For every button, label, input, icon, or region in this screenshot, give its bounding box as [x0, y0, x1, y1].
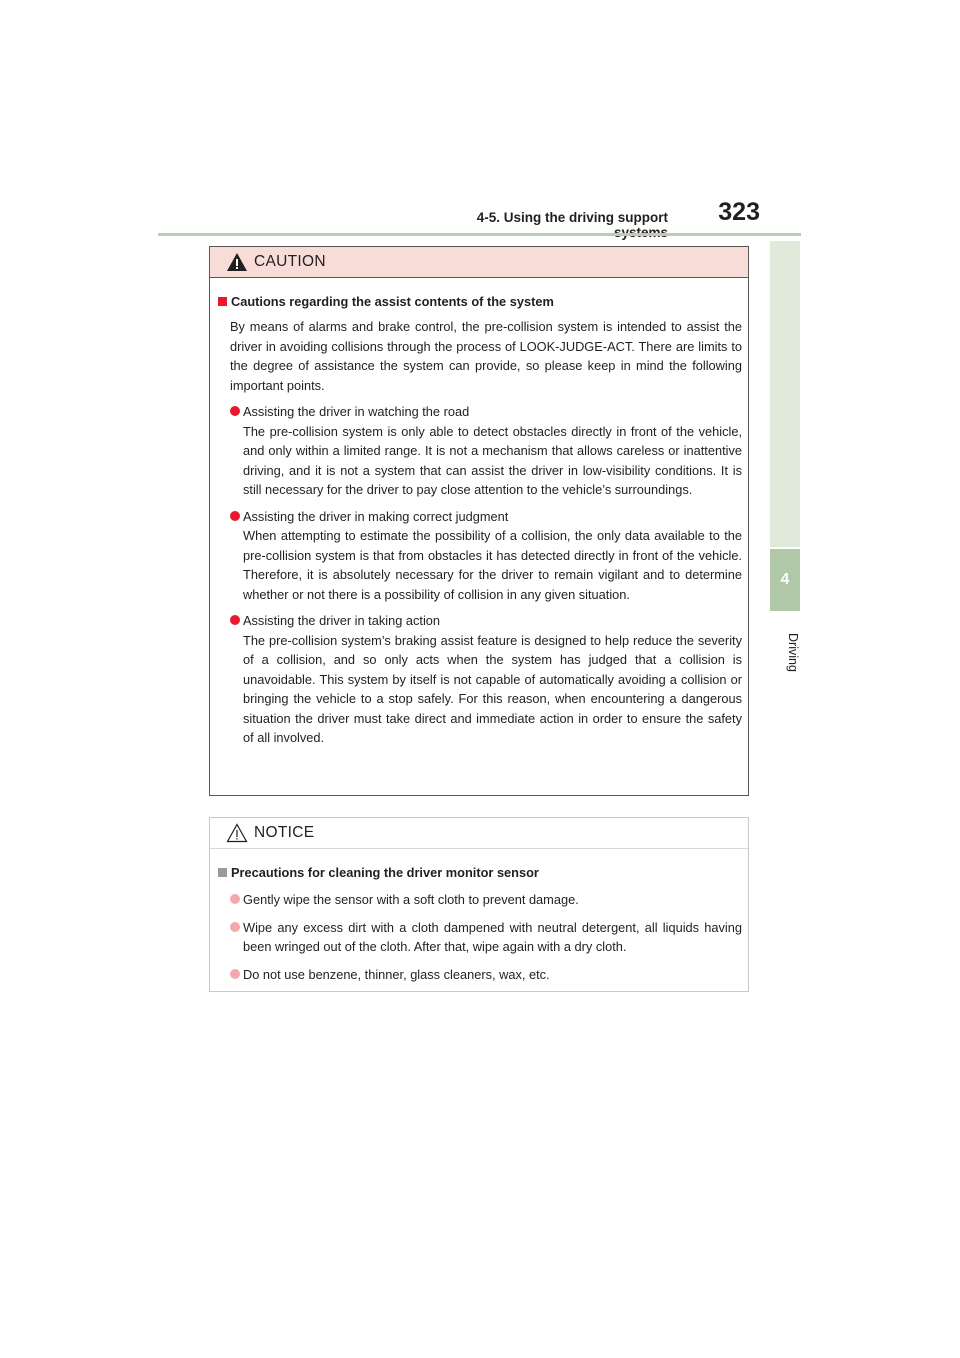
list-item: [230, 965, 742, 985]
chapter-number: 4: [780, 571, 790, 588]
notice-box: [209, 817, 749, 992]
header-divider: [158, 233, 801, 236]
bullet-dot-icon: [230, 511, 240, 521]
list-item: [230, 918, 742, 957]
bullet-dot-icon: [230, 406, 240, 416]
notice-body: [210, 849, 748, 984]
item-detail: When attempting to estimate the possibility of a collision, the only data available to the pre-collision system is that from obstacles it has detected directly in front of the vehicle. Therefore, it is absolutely necessary for the driver to remain vigilant and to determine whether or not there is a possibility of collision in any given situation.: [243, 528, 742, 602]
chapter-label: Driving: [786, 632, 800, 672]
item-title: Assisting the driver in making correct judgment: [243, 508, 509, 524]
notice-triangle-icon: [226, 823, 248, 843]
list-item: [230, 611, 742, 748]
section-title: 4-5. Using the driving support: [476, 210, 668, 225]
caution-header: [210, 247, 748, 278]
item-title: Assisting the driver in watching the road: [243, 404, 470, 419]
bullet-dot-icon: [230, 615, 240, 625]
side-tab-background: [770, 241, 800, 547]
bullet-dot-icon: [230, 894, 240, 904]
square-bullet-icon: [218, 868, 227, 877]
list-item: [230, 507, 742, 605]
caution-title: CAUTION: [254, 253, 326, 270]
caution-body: [210, 278, 748, 748]
bullet-dot-icon: [230, 922, 240, 932]
bullet-dot-icon: [230, 969, 240, 979]
notice-header: [210, 818, 748, 849]
notice-section-heading: [218, 863, 742, 882]
caution-intro: By means of alarms and brake control, the pre-collision system is intended to assist the driver in avoiding collisions through the process of LOOK-JUDGE-ACT. There are limits to the degree of assistance the system can provide, so please keep in mind the following important points.: [230, 319, 742, 393]
notice-title: NOTICE: [254, 824, 315, 841]
item-text: Do not use benzene, thinner, glass cleaners, wax, etc.: [243, 966, 550, 982]
item-text: Gently wipe the sensor with a soft cloth to prevent damage.: [243, 892, 579, 907]
warning-triangle-icon: [226, 252, 248, 272]
item-title: Assisting the driver in taking action: [243, 613, 441, 628]
caution-heading-text: Cautions regarding the assist contents of the system: [231, 294, 554, 309]
caution-section-heading: [218, 292, 742, 311]
page-number: 323: [718, 198, 760, 226]
item-text: Wipe any excess dirt with a cloth dampened with neutral detergent, all liquids having been wringed out of the cloth. After that, wipe again with a dry cloth.: [243, 919, 742, 954]
square-bullet-icon: [218, 297, 227, 306]
item-detail: The pre-collision system is only able to detect obstacles directly in front of the vehicle, and only within a limited range. It is not a mechanism that allows careless or inattentive driving, and it is not a system that can assist the driver in low-visibility conditions. It is still necessary for the driver to pay close attention to the vehicle’s surroundings.: [243, 423, 742, 497]
list-item: [230, 890, 742, 910]
item-detail: The pre-collision system’s braking assist feature is designed to help reduce the severity of a collision, and so only acts when the system has judged that a collision is unavoidable. This system by itself is not capable of automatically avoiding a collision or bringing the vehicle to a stop safely. For this reason, when encountering a dangerous situation the driver must take direct and immediate action in order to ensure the safety of all involved.: [243, 632, 742, 745]
list-item: [230, 402, 742, 500]
caution-box: [209, 246, 749, 796]
chapter-tab: [770, 549, 800, 611]
notice-heading-text: Precautions for cleaning the driver monitor sensor: [231, 865, 539, 880]
